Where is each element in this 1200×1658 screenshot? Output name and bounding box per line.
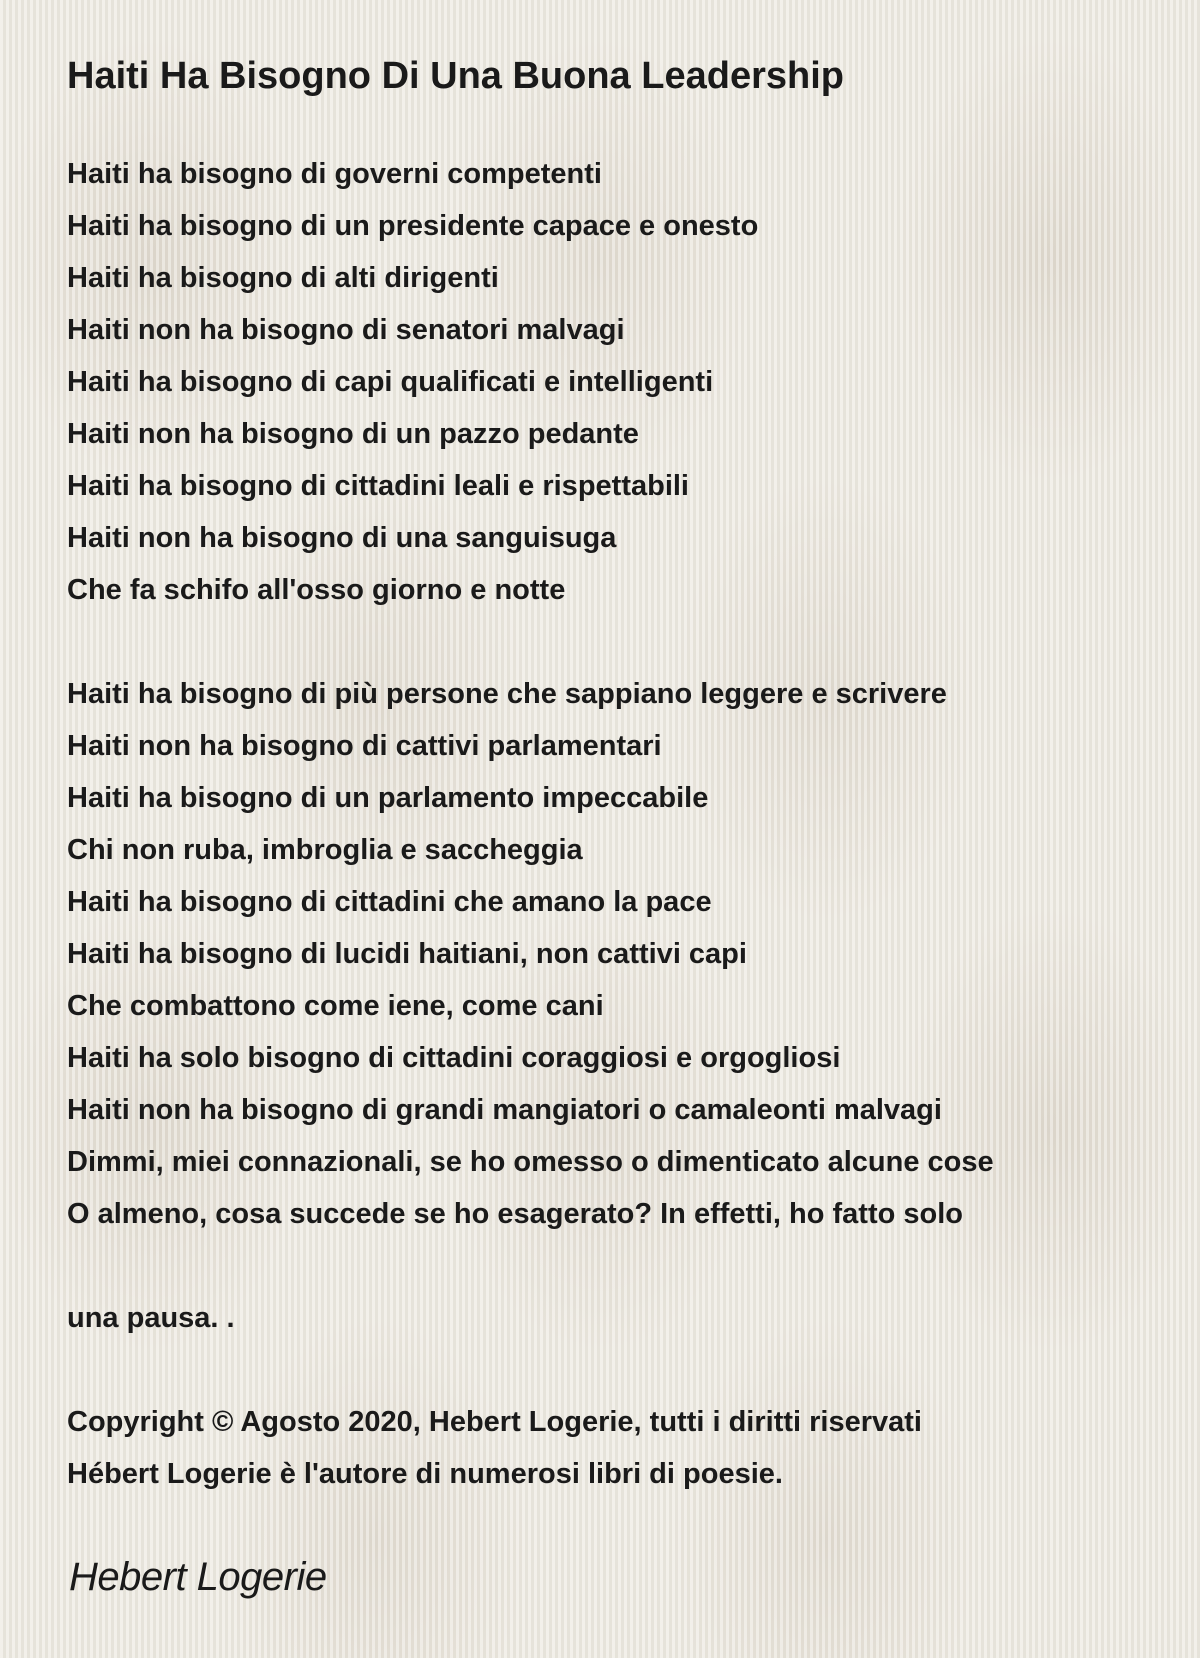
stanza-2 (67, 668, 1177, 1240)
poem-title: Haiti Ha Bisogno Di Una Buona Leadership (67, 55, 844, 97)
poem-page (67, 52, 1177, 1500)
poem-line: Haiti ha bisogno di cittadini che amano la pace (67, 886, 712, 918)
author-bio-line: Hébert Logerie è l'autore di numerosi libri di poesie. (67, 1458, 783, 1490)
poem-line: Haiti non ha bisogno di una sanguisuga (67, 522, 617, 554)
poem-line: Haiti ha bisogno di governi competenti (67, 158, 602, 190)
poem-line: Haiti ha bisogno di capi qualificati e intelligenti (67, 366, 714, 398)
poem-line: Haiti ha bisogno di alti dirigenti (67, 262, 499, 294)
poem-line: O almeno, cosa succede se ho esagerato? In effetti, ho fatto solo (67, 1198, 963, 1230)
copyright-line: Copyright © Agosto 2020, Hebert Logerie, tutti i diritti riservati (67, 1406, 922, 1438)
poem-line: Haiti ha bisogno di lucidi haitiani, non cattivi capi (67, 938, 747, 970)
poem-line: Haiti ha bisogno di più persone che sappiano leggere e scrivere (67, 678, 947, 710)
poem-line: una pausa. . (67, 1302, 235, 1334)
poem-line: Haiti ha bisogno di cittadini leali e rispettabili (67, 470, 689, 502)
copyright-notice (67, 1396, 1177, 1500)
stanza-1 (67, 148, 1177, 616)
poem-line: Che combattono come iene, come cani (67, 990, 604, 1022)
poem-line: Che fa schifo all'osso giorno e notte (67, 574, 566, 606)
author-signature: Hebert Logerie (69, 1555, 327, 1599)
poem-line: Haiti ha bisogno di un parlamento impeccabile (67, 782, 709, 814)
poem-line: Chi non ruba, imbroglia e saccheggia (67, 834, 583, 866)
poem-line: Haiti ha bisogno di un presidente capace e onesto (67, 210, 759, 242)
poem-line: Haiti non ha bisogno di cattivi parlamentari (67, 730, 662, 762)
poem-line: Haiti ha solo bisogno di cittadini coraggiosi e orgogliosi (67, 1042, 841, 1074)
poem-line: Haiti non ha bisogno di grandi mangiatori o camaleonti malvagi (67, 1094, 942, 1126)
poem-line: Haiti non ha bisogno di senatori malvagi (67, 314, 625, 346)
poem-line: Dimmi, miei connazionali, se ho omesso o dimenticato alcune cose (67, 1146, 994, 1178)
stanza-3 (67, 1292, 1177, 1344)
poem-line: Haiti non ha bisogno di un pazzo pedante (67, 418, 639, 450)
